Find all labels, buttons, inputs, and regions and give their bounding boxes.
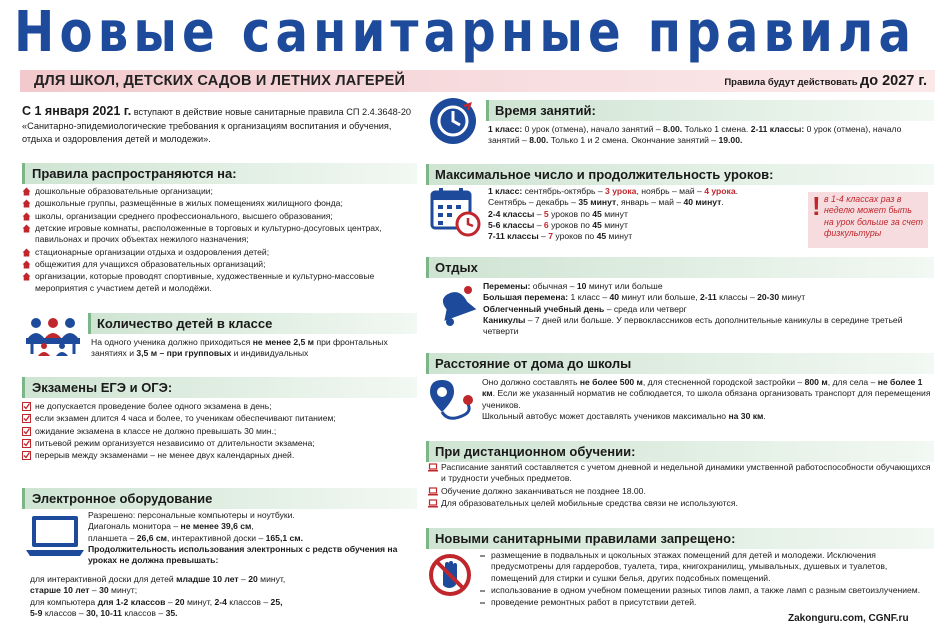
list-item <box>22 223 417 246</box>
house-bullet-icon <box>22 248 31 257</box>
list-item <box>22 450 417 461</box>
lessons-row-unit: минут <box>608 231 633 242</box>
effective-until <box>724 72 927 91</box>
pupils-icon <box>24 316 82 356</box>
lessons-row: 7-11 классы – 7 уроков по 45 минут <box>488 231 633 242</box>
electronics-text-top: Разрешено: персональные компьютеры и ноутбуки. Диагональ монитора – не менее 39,6 см, планшета – 26,6 см, интерактивной доски – 165,1 см. Продолжительность использования электронных с редств обучения на уроках не должна превышать: <box>88 510 398 566</box>
prohibited-title: Новыми санитарными правилами запрещено: <box>435 531 736 546</box>
lessons-row-count: 7 <box>548 231 553 242</box>
list-item-text: дошкольные образовательные организации; <box>35 186 213 196</box>
breaks-title: Отдых <box>435 260 478 275</box>
distance-text: Оно должно составлять не более 500 м, для стесненной городской застройки – 800 м, для села – не более 1 км. Если же указанный норматив не соблюдается, то школа обязана организовать транспорт для перемещения учеников. Школьный автобус может доставлять учеников максимально на 30 км. <box>482 377 931 422</box>
prohibited-list <box>478 550 932 610</box>
lessons-row-mid: уроков по <box>551 220 590 231</box>
exams-list <box>22 401 417 463</box>
laptop-icon <box>24 514 86 558</box>
lessons-row: 5-6 классы – 6 уроков по 45 минут <box>488 220 628 231</box>
exams-title: Экзамены ЕГЭ и ОГЭ: <box>32 380 173 395</box>
breaks-header <box>426 257 934 278</box>
house-bullet-icon <box>22 224 31 233</box>
list-item-text: общежития для учащихся образовательных организаций; <box>35 259 266 270</box>
remote-list <box>428 462 934 510</box>
breaks-text: Перемены: обычная – 10 минут или больше Большая перемена: 1 класс – 40 минут или больше, 2-11 классы – 20-30 минут Облегченный учебный день – среда или четверг Каникулы – 7 дней или больше. У первоклассников есть дополнительные каникулы в середине третьей четверти <box>483 281 903 337</box>
checkbox-bullet-icon <box>22 439 31 448</box>
list-item <box>22 247 417 258</box>
page-title: Новые санитарные правила <box>14 0 917 65</box>
list-item <box>22 413 417 424</box>
lessons-row-unit: минут <box>604 208 628 219</box>
forbidden-hand-icon <box>428 553 472 597</box>
intro-date: С 1 января 2021 г. <box>22 104 132 118</box>
lessons-row-count: 5 <box>543 208 549 219</box>
lesson-time-text: 1 класс: 0 урок (отмена), начало занятий – 8.00. Только 1 смена. 2-11 классы: 0 урок (отмена), начало занятий – 8.00. Только 1 и 2 смена. Окончание занятий – 19.00. <box>488 124 902 146</box>
checkbox-bullet-icon <box>22 451 31 460</box>
extra-lesson-note: в 1-4 классах раз в неделю может быть на урок больше за счет физкультуры <box>824 194 923 239</box>
subtitle: ДЛЯ ШКОЛ, ДЕТСКИХ САДОВ И ЛЕТНИХ ЛАГЕРЕЙ <box>34 73 406 89</box>
list-item-text: детские игровые комнаты, расположенные в торговых и культурно-досуговых центрах, павильонах и прочих объектах нежилого назначения; <box>35 223 382 245</box>
lessons-row-mid: уроков по <box>551 208 590 219</box>
house-bullet-icon <box>22 187 31 196</box>
list-item <box>22 186 417 197</box>
list-item <box>428 486 934 497</box>
intro-text <box>22 103 412 146</box>
calendar-icon <box>430 186 482 238</box>
class-size-text: На одного ученика должно приходиться не менее 2,5 м при фронтальных занятиях и 3,5 м – при групповых и индивидуальных <box>91 337 388 359</box>
checkbox-bullet-icon <box>22 427 31 436</box>
dash-bullet-icon <box>478 551 487 560</box>
list-item <box>22 426 417 437</box>
house-bullet-icon <box>22 212 31 221</box>
lessons-row: 2-4 классы – 5 уроков по 45 минут <box>488 208 628 219</box>
list-item <box>428 498 934 509</box>
bell-icon <box>430 282 482 332</box>
dash-bullet-icon <box>478 586 487 595</box>
distance-title: Расстояние от дома до школы <box>435 356 632 371</box>
max-lessons-title: Максимальное число и продолжительность уроков: <box>435 167 774 182</box>
remote-title: При дистанционном обучении: <box>435 444 636 459</box>
lessons-row-dur: 45 <box>592 208 602 219</box>
checkbox-bullet-icon <box>22 402 31 411</box>
list-item <box>22 271 417 294</box>
list-item-text: если экзамен длится 4 часа и более, то ученикам обеспечивают питанием; <box>35 413 336 424</box>
list-item-text: дошкольные группы, размещённые в жилых помещениях жилищного фонда; <box>35 198 343 209</box>
list-item <box>428 462 934 485</box>
class-size-title: Количество детей в классе <box>97 316 273 331</box>
list-item-text: школы, организации среднего профессионального, высшего образования; <box>35 210 333 221</box>
list-item-text: проведение ремонтных работ в присутствии детей. <box>491 597 697 608</box>
laptop-bullet-icon <box>428 487 437 496</box>
list-item-text: не допускается проведение более одного экзамена в день; <box>35 401 272 411</box>
intro-body: вступают в действие новые санитарные правила СП 2.4.3648-20 «Санитарно-эпидемиологические требования к организациям воспитания и обучения, отдыха и оздоровления детей и молодежи». <box>22 107 412 144</box>
list-item-text: Для образовательных целей мобильные средства связи не используются. <box>441 498 738 509</box>
list-item-text: ожидание экзамена в классе не должно превышать 30 мин.; <box>35 425 277 436</box>
clock-icon <box>430 98 476 144</box>
list-item-text: размещение в подвальных и цокольных этажах помещений для детей и молодежи. Исключения предусмотрены для гардеробов, туалета, тира, книгохранилищ, умывальных, душевых и туалетов, помещений для стирки и сушки белья, других подсобных помещений. <box>491 550 888 583</box>
map-pin-icon <box>428 378 478 426</box>
effective-prefix: Правила будут действовать <box>724 77 858 88</box>
house-bullet-icon <box>22 272 31 281</box>
lessons-row-count: 6 <box>543 220 549 231</box>
checkbox-bullet-icon <box>22 414 31 423</box>
list-item <box>478 550 932 584</box>
list-item-text: перерыв между экзаменами – не менее двух календарных дней. <box>35 450 295 461</box>
lessons-row-dur: 45 <box>592 220 602 231</box>
dash-bullet-icon <box>478 598 487 607</box>
list-item-text: использование в одном учебном помещении разных типов ламп, а также ламп с разным светоизлучением. <box>491 585 921 596</box>
list-item <box>22 259 417 270</box>
list-item <box>22 198 417 209</box>
list-item <box>22 211 417 222</box>
electronics-text-bottom: для интерактивной доски для детей младше 10 лет – 20 минут, старше 10 лет – 30 минут; для компьютера для 1-2 классов – 20 минут, 2-4 классов – 25, 5-9 классов – 30, 10-11 классов – 35. <box>30 574 286 619</box>
list-item <box>22 438 417 449</box>
scope-title: Правила распространяются на: <box>32 166 237 181</box>
list-item <box>478 585 932 596</box>
house-bullet-icon <box>22 199 31 208</box>
max-lessons-text: 1 класс: сентябрь-октябрь – 3 урока, ноябрь – май – 4 урока. Сентябрь – декабрь – 35 минут, январь – май – 40 минут. 2-4 классы – 5 уроков по 45 минут 5-6 классы – 6 уроков по 45 минут 7-11 классы – 7 уроков по 45 минут <box>488 186 808 243</box>
lessons-row-dur: 45 <box>596 231 607 242</box>
list-item <box>478 597 932 608</box>
lessons-rows <box>488 209 808 243</box>
scope-list <box>22 186 417 295</box>
list-item <box>22 401 417 412</box>
list-item-text: питьевой режим организуется независимо от длительности экзамена; <box>35 438 315 449</box>
lessons-row-grade: 2-4 классы <box>488 208 535 219</box>
lessons-row-grade: 5-6 классы <box>488 220 535 231</box>
lessons-row-mid: уроков по <box>555 231 595 242</box>
effective-year: до 2027 г. <box>860 73 927 89</box>
list-item-text: стационарные организации отдыха и оздоровления детей; <box>35 246 270 257</box>
lessons-row-grade: 7-11 классы <box>488 231 539 242</box>
lessons-row-unit: минут <box>604 220 628 231</box>
house-bullet-icon <box>22 260 31 269</box>
list-item-text: организации, которые проводят спортивные, художественные и культурно-массовые мероприятия с участием детей и молодёжи. <box>35 271 375 293</box>
exclamation-icon: ! <box>812 191 821 221</box>
lesson-time-title: Время занятий: <box>495 103 596 118</box>
electronics-title: Электронное оборудование <box>32 491 213 506</box>
laptop-bullet-icon <box>428 463 437 472</box>
list-item-text: Обучение должно заканчиваться не позднее 18.00. <box>441 485 646 496</box>
laptop-bullet-icon <box>428 499 437 508</box>
list-item-text: Расписание занятий составляется с учетом дневной и недельной динамики умственной работоспособности обучающихся и трудности учебных предметов. <box>441 462 931 484</box>
footer-credit: Zakonguru.com, CGNF.ru <box>788 613 909 624</box>
